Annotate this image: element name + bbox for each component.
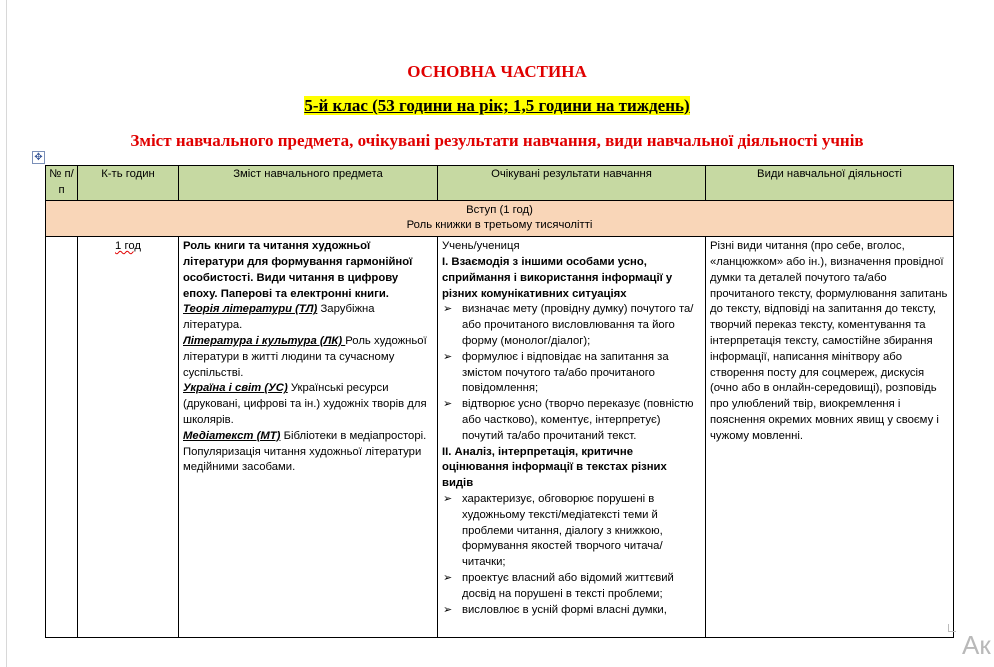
page-corner-mark (948, 624, 956, 632)
watermark-text: Ак (962, 630, 991, 660)
section-row (46, 200, 954, 237)
main-heading: ОСНОВНА ЧАСТИНА (407, 62, 587, 81)
curriculum-table (45, 165, 954, 638)
cell-content (179, 237, 438, 638)
header-results: Очікувані результати навчання (438, 166, 706, 201)
list-item: ➢ формулює і відповідає на запитання за змістом почутого та/або прочитаного повідомлення; (442, 350, 701, 397)
header-num: № п/п (46, 166, 78, 201)
table-header-row (46, 166, 954, 201)
grade-heading (0, 96, 994, 116)
list-item: ➢ характеризує, обговорює порушені в художньому тексті/медіатексті теми й проблеми читання, діалогу з книжкою, формування якостей творчого читача/читачки; (442, 492, 701, 571)
mt-text: Бібліотеки в медіапросторі. Популяризація читання художньої літератури медійними засобами. (183, 429, 427, 474)
header-activities: Види навчальної діяльності (706, 166, 954, 201)
results-section-2: ІІ. Аналіз, інтерпретація, критичне оцінювання інформації в текстах різних видів (442, 445, 667, 490)
hours-value: 1 год (115, 240, 141, 253)
tl-label: Теорія літератури (ТЛ) (183, 303, 318, 316)
results-list-1 (442, 302, 701, 444)
list-item: ➢ проектує власний або відомий життєвий досвід на порушені в тексті проблеми; (442, 571, 701, 603)
section-cell (46, 200, 954, 237)
section-title: Вступ (1 год) (466, 203, 533, 216)
lk-text: Роль художньої літератури в житті людини та сучасному суспільстві. (183, 334, 427, 379)
results-learner: Учень/учениця (442, 240, 520, 253)
cell-activities (706, 237, 954, 638)
cell-results (438, 237, 706, 638)
cell-hours (78, 237, 179, 638)
header-content: Зміст навчального предмета (179, 166, 438, 201)
cell-num (46, 237, 78, 638)
subtitle-heading: Зміст навчального предмета, очікувані результати навчання, види навчальної діяльності учнів (130, 131, 864, 150)
results-section-1: І. Взаємодія з іншими особами усно, сприймання і використання інформації у різних комунікативних ситуаціях (442, 255, 673, 300)
grade-heading-text: 5-й клас (53 години на рік; 1,5 години на тиждень) (304, 96, 690, 115)
lk-label: Література і культура (ЛК) (183, 334, 346, 347)
move-arrows-icon[interactable]: ✥ (32, 151, 45, 164)
mt-label: Медіатекст (МТ) (183, 429, 281, 442)
list-item: ➢ відтворює усно (творчо переказує (повністю або частково), коментує, інтерпретує) почутий та/або прочитаний текст. (442, 397, 701, 444)
us-label: Україна і світ (УС) (183, 382, 288, 395)
tl-text: Зарубіжна література. (183, 303, 375, 332)
table-row (46, 237, 954, 638)
us-text: Українські ресурси (друковані, цифрові та ін.) художніх творів для школярів. (183, 382, 427, 426)
content-intro: Роль книги та читання художньої літератури для формування гармонійної особистості. Види читання в цифрову епоху. Паперові та електронні книги. (183, 240, 413, 300)
header-hours: К-ть годин (78, 166, 179, 201)
list-item: ➢ висловлює в усній формі власні думки, (442, 603, 701, 619)
results-list-2 (442, 492, 701, 618)
activities-text: Різні види читання (про себе, вголос, «ланцюжком» або ін.), визначення провідної думки та деталей почутого та/або прочитаного тексту, формулювання запитань до тексту, відповіді на запитання до тексту, творчий переказ тексту, коментування та інтерпретація тексту, самостійне збирання інформації, написання мінітвору або створення посту для соцмереж, дискусія (очно або в онлайн-середовищі), розповідь про улюблений твір, виокремлення і пояснення окремих мовних явищ у своєму і чужому мовленні. (710, 240, 948, 442)
list-item: ➢ визначає мету (провідну думку) почутого та/або прочитаного висловлювання та його форму (монолог/діалог); (442, 302, 701, 349)
section-subtitle: Роль книжки в третьому тисячолітті (406, 219, 593, 232)
